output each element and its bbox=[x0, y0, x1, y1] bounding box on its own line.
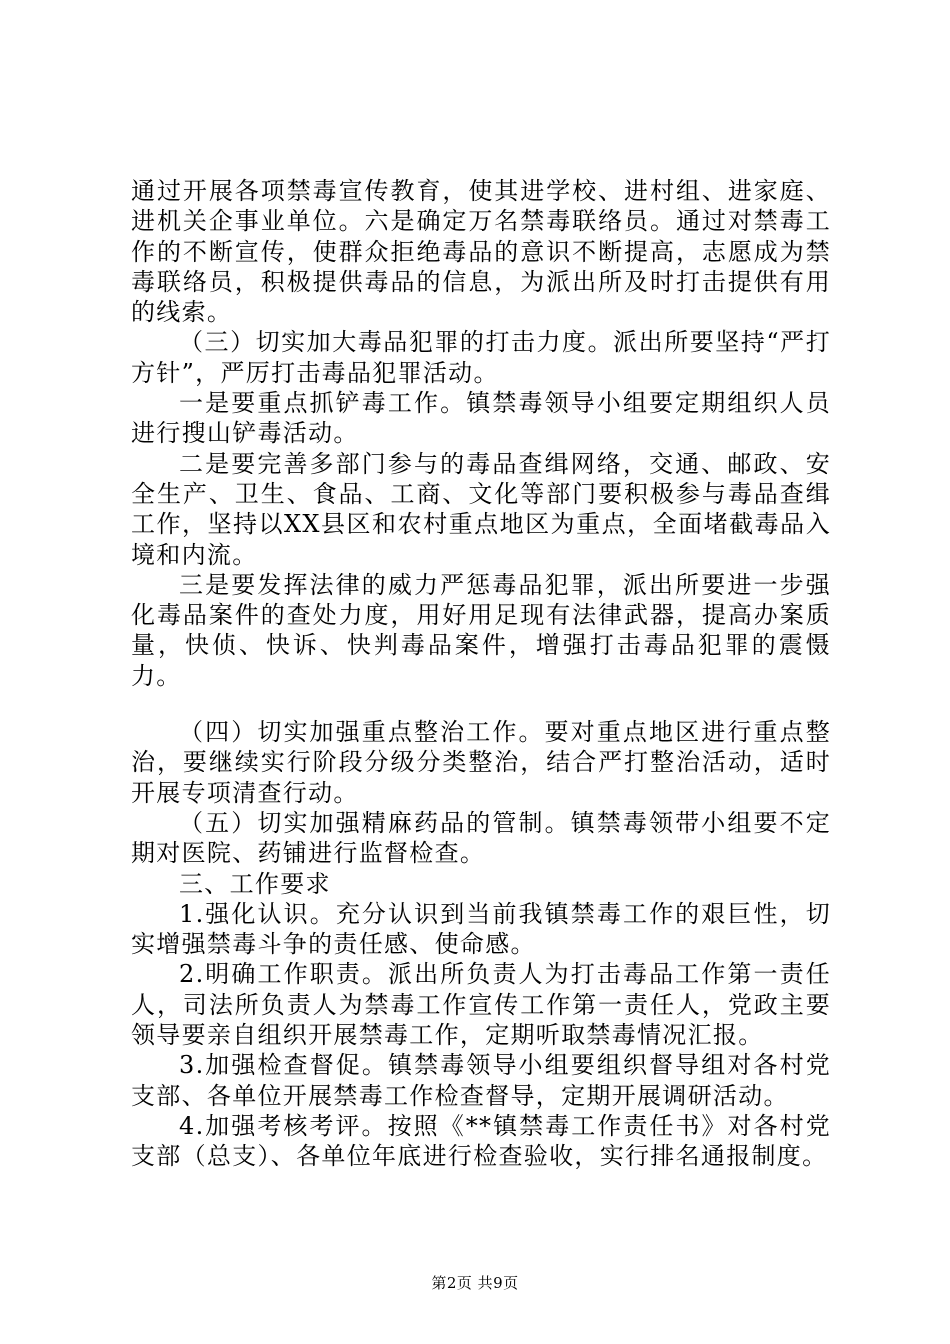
paragraph-requirement-1: 1.强化认识。充分认识到当前我镇禁毒工作的艰巨性，切实增强禁毒斗争的责任感、使命感。 bbox=[131, 899, 831, 959]
section-heading-work-requirements: 三、工作要求 bbox=[179, 869, 331, 898]
paragraph-item-1: 一是要重点抓铲毒工作。镇禁毒领导小组要定期组织人员进行搜山铲毒活动。 bbox=[131, 389, 831, 448]
paragraph-continuation: 通过开展各项禁毒宣传教育，使其进学校、进村组、进家庭、进机关企事业单位。六是确定万名禁毒联络员。通过对禁毒工作的不断宣传，使群众拒绝毒品的意识不断提高，志愿成为禁毒联络员，积极提供毒品的信息，为派出所及时打击提供有用的线索。 bbox=[131, 177, 831, 327]
paragraph-section-5: （五）切实加强精麻药品的管制。镇禁毒领带小组要不定期对医院、药铺进行监督检查。 bbox=[131, 808, 831, 868]
paragraph-requirement-2: 2.明确工作职责。派出所负责人为打击毒品工作第一责任人，司法所负责人为禁毒工作宣传工作第一责任人，党政主要领导要亲自组织开展禁毒工作，定期听取禁毒情况汇报。 bbox=[131, 960, 831, 1050]
paragraph-section-3: （三）切实加大毒品犯罪的打击力度。派出所要坚持“严打方针”，严厉打击毒品犯罪活动。 bbox=[131, 328, 831, 387]
paragraph-section-4: （四）切实加强重点整治工作。要对重点地区进行重点整治，要继续实行阶段分级分类整治，结合严打整治活动，适时开展专项清查行动。 bbox=[131, 718, 831, 807]
document-body bbox=[131, 176, 831, 1172]
paragraph-requirement-3: 3.加强检查督促。镇禁毒领导小组要组织督导组对各村党支部、各单位开展禁毒工作检查督导，定期开展调研活动。 bbox=[131, 1051, 831, 1110]
page-number: 第2页 共9页 bbox=[431, 1274, 519, 1292]
page-footer bbox=[0, 1272, 950, 1293]
paragraph-requirement-4: 4.加强考核考评。按照《**镇禁毒工作责任书》对各村党支部（总支）、各单位年底进行检查验收，实行排名通报制度。 bbox=[131, 1111, 831, 1171]
paragraph-item-2: 二是要完善多部门参与的毒品查缉网络，交通、邮政、安全生产、卫生、食品、工商、文化等部门要积极参与毒品查缉工作，坚持以XX县区和农村重点地区为重点，全面堵截毒品入境和内流。 bbox=[131, 449, 831, 569]
paragraph-item-3: 三是要发挥法律的威力严惩毒品犯罪，派出所要进一步强化毒品案件的查处力度，用好用足现有法律武器，提高办案质量，快侦、快诉、快判毒品案件，增强打击毒品犯罪的震慑力。 bbox=[131, 570, 831, 690]
